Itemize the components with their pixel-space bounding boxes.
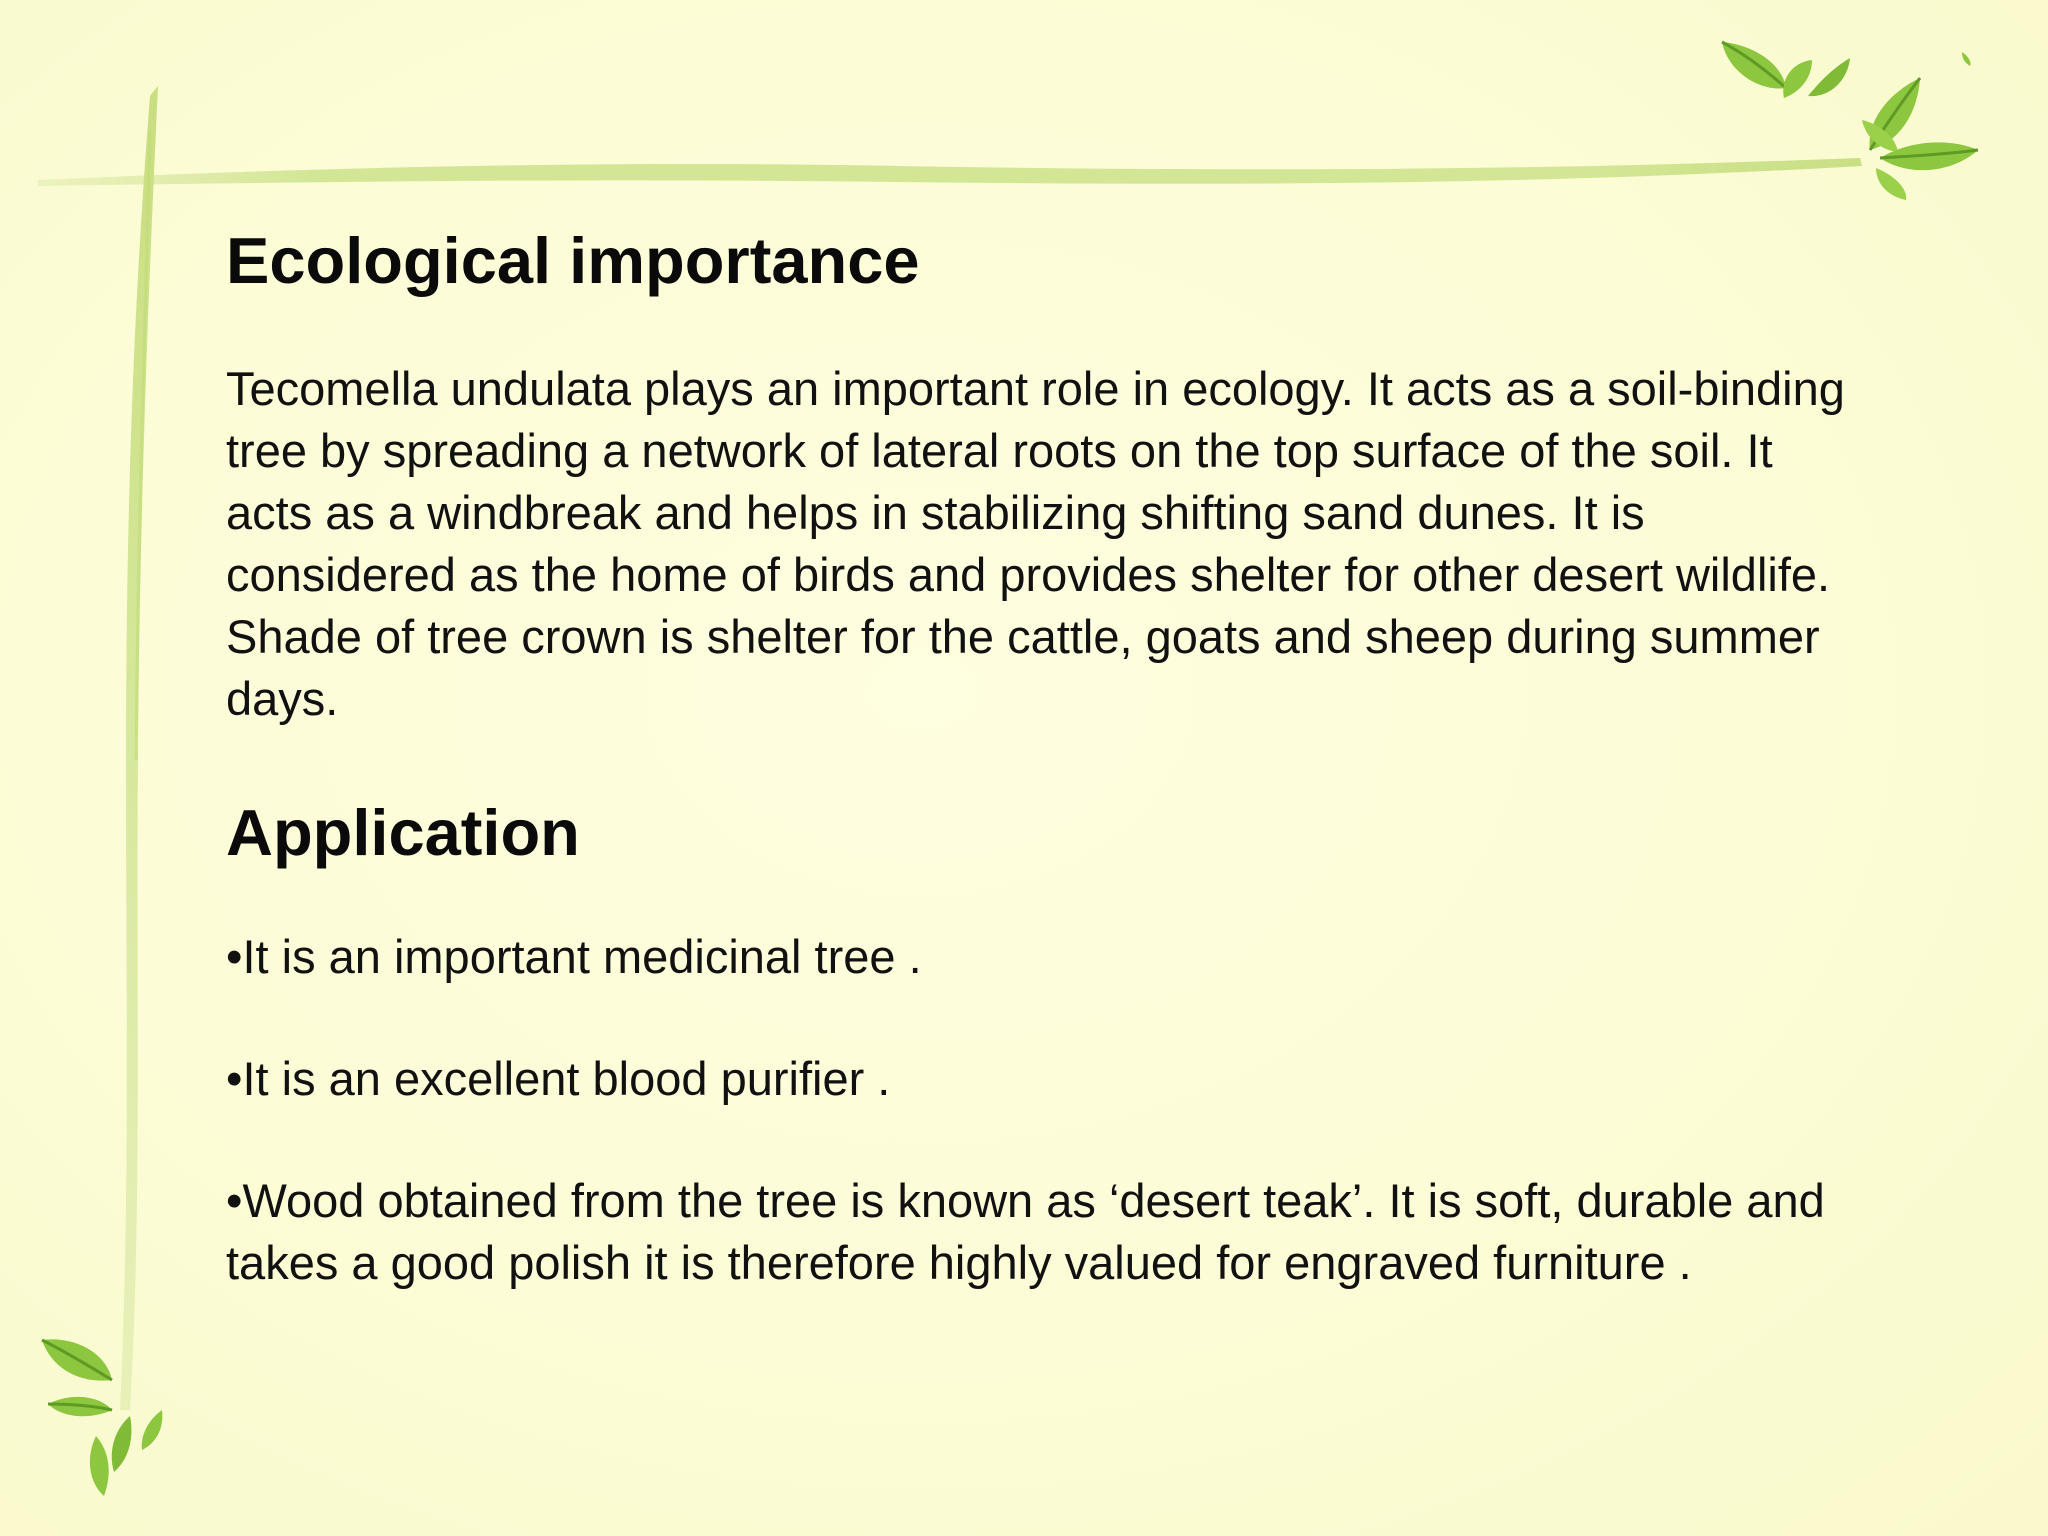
leaf-cluster-top-right-icon	[1722, 42, 1978, 200]
list-item: •Wood obtained from the tree is known as ‘desert teak’. It is soft, durable and takes a good polish it is therefore highly valued for engraved furniture .	[226, 1174, 1825, 1289]
ecological-importance-heading: Ecological importance	[226, 224, 920, 297]
ecological-importance-paragraph: Tecomella undulata plays an important role in ecology. It acts as a soil-binding tree by spreading a network of lateral roots on the top surface of the soil. It acts as a windbreak and helps in stabilizing shifting sand dunes. It is considered as the home of birds and provides shelter for other desert wildlife. Shade of tree crown is shelter for the cattle, goats and sheep during summer days.	[226, 362, 1845, 725]
horizontal-vine	[38, 158, 1862, 186]
list-item: •It is an excellent blood purifier .	[226, 1052, 891, 1105]
leaf-cluster-bottom-left-icon	[42, 1339, 162, 1496]
vertical-vine	[120, 86, 158, 1410]
slide-content	[226, 222, 1846, 1294]
application-bullet-list	[226, 926, 1846, 1294]
application-heading: Application	[226, 796, 580, 869]
list-item: •It is an important medicinal tree .	[226, 930, 922, 983]
